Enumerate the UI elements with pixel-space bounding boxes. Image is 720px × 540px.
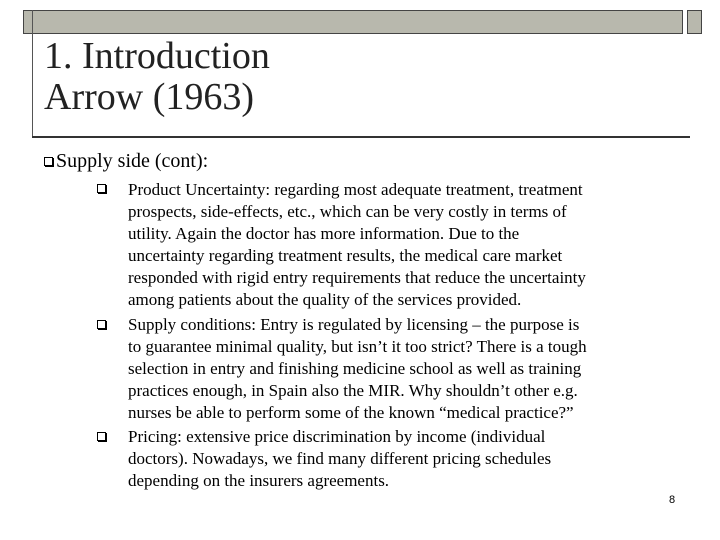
page-number: 8 [669,494,676,506]
title-line-1: 1. Introduction [44,35,270,77]
bullet-line: among patients about the quality of the services provided. [128,290,522,309]
bullet-line: Product Uncertainty: regarding most adequate treatment, treatment [128,180,583,199]
bullet-square-icon [97,432,106,441]
header-corner-square [687,10,702,34]
bullet-line: nurses be able to perform some of the known “medical practice?” [128,403,574,422]
slide-title [44,36,270,118]
left-vertical-rule [32,10,33,138]
bullet-line: Pricing: extensive price discrimination by income (individual [128,427,546,446]
bullet-line: prospects, side-effects, etc., which can be very costly in terms of [128,202,567,221]
title-line-2: Arrow (1963) [44,76,255,118]
bullet-line: selection in entry and finishing medicine school as well as training [128,359,582,378]
bullet-line: Supply conditions: Entry is regulated by licensing – the purpose is [128,315,580,334]
section-heading: Supply side (cont): [56,150,209,172]
bullet-text-product-uncertainty [128,179,683,311]
bullet-square-icon [97,184,106,193]
title-divider [32,136,690,138]
bullet-line: responded with rigid entry requirements that reduce the uncertainty [128,268,586,287]
header-decoration-bar [23,10,683,34]
bullet-line: utility. Again the doctor has more information. Due to the [128,224,520,243]
bullet-line: uncertainty regarding treatment results, the medical care market [128,246,563,265]
bullet-text-pricing [128,426,683,492]
bullet-line: doctors). Nowadays, we find many different pricing schedules [128,449,552,468]
bullet-line: depending on the insurers agreements. [128,471,390,490]
bullet-line: to guarantee minimal quality, but isn’t it too strict? There is a tough [128,337,587,356]
bullet-square-icon [97,320,106,329]
bullet-text-supply-conditions [128,314,683,424]
bullet-square-icon [44,157,53,166]
bullet-line: practices enough, in Spain also the MIR. Why shouldn’t other e.g. [128,381,578,400]
